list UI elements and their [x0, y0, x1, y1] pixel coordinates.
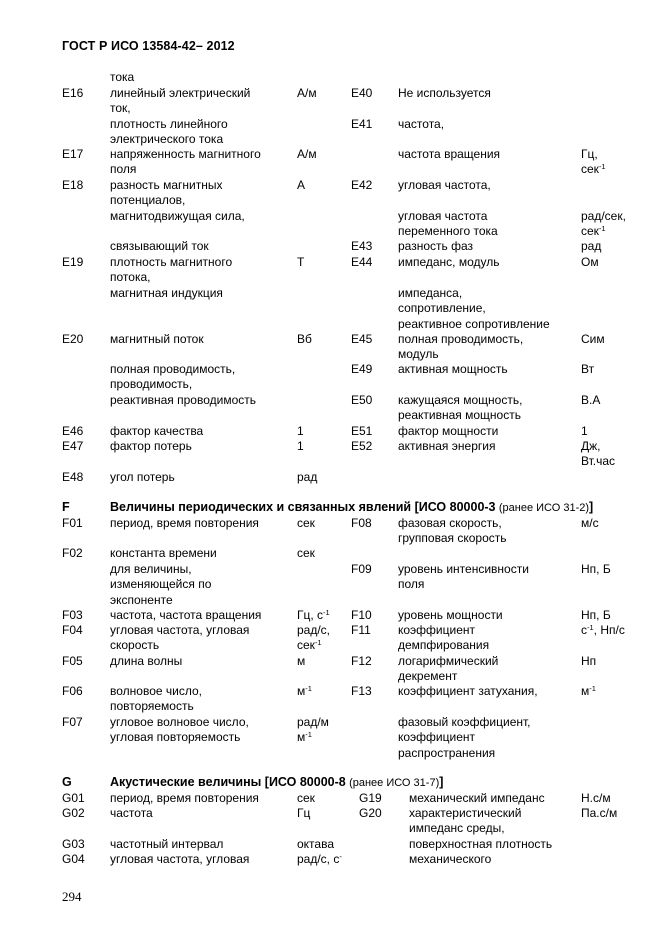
g-row-2-left-code: G03 — [62, 837, 85, 851]
e-row-1-left-code: E16 — [62, 86, 84, 100]
section-g-title-paren: (ранее ИСО 31-7) — [349, 777, 440, 789]
e-row-7-left-quantity: плотность магнитного потока, — [110, 255, 233, 285]
f-row-5-right-quantity: логарифмический декремент — [398, 654, 499, 684]
e-row-8-left-quantity: магнитная индукция — [110, 286, 223, 300]
e-row-13-right-code: E52 — [351, 439, 373, 453]
section-f-title-text: Величины периодических и связанных явлений [ИСО 80000-3 — [110, 500, 496, 514]
f-row-4-right-quantity: коэффициент демпфирования — [398, 623, 490, 653]
f-row-4-left-unit: рад/с, сек$^{-1}$ — [297, 623, 331, 653]
e-row-7-right-code: E44 — [351, 255, 373, 269]
e-row-10-right-quantity: активная мощность — [398, 362, 508, 376]
e-row-5-right-quantity: угловая частота переменного тока — [398, 209, 498, 239]
f-row-4-right-code: F11 — [351, 623, 371, 637]
e-row-3-right-quantity: частота вращения — [398, 147, 501, 161]
section-g-title — [110, 775, 443, 790]
e-row-12-left-quantity: фактор качества — [110, 424, 204, 438]
e-row-10-left-quantity: полная проводимость, проводимость, — [110, 362, 236, 392]
e-row-13-left-quantity: фактор потерь — [110, 439, 192, 453]
e-row-13-right-quantity: активная энергия — [398, 439, 496, 453]
e-row-3-left-quantity: напряженность магнитного поля — [110, 147, 261, 177]
e-row-9-left-unit: Вб — [297, 332, 312, 346]
e-row-8-right-quantity: импеданса, сопротивление, реактивное сопротивление — [398, 286, 550, 331]
g-row-1-left-code: G02 — [62, 806, 85, 820]
e-row-13-right-unit: Дж, Вт.час — [581, 439, 616, 469]
f-row-3-left-code: F03 — [62, 608, 83, 622]
f-row-3-left-quantity: частота, частота вращения — [110, 608, 262, 622]
f-row-3-right-quantity: уровень мощности — [398, 608, 503, 622]
f-row-3-left-unit: Гц, $с^{-1}$ — [297, 608, 330, 622]
f-row-0-right-unit: м/с — [581, 516, 599, 530]
f-row-7-left-unit: рад/м $м^{-1}$ — [297, 715, 329, 745]
g-row-3-left-unit: рад/с, с- — [297, 852, 342, 866]
f-row-5-left-quantity: длина волны — [110, 654, 183, 668]
g-row-2-right-quantity: поверхностная плотность — [409, 837, 553, 851]
e-row-4-left-quantity: разность магнитных потенциалов, — [110, 178, 223, 208]
f-row-0-left-code: F01 — [62, 516, 83, 530]
e-row-9-right-unit: Сим — [581, 332, 605, 346]
f-row-3-right-unit: Нп, Б — [581, 608, 611, 622]
e-row-1-right-quantity: Не используется — [398, 86, 491, 100]
e-row-6-right-code: E43 — [351, 239, 373, 253]
g-row-2-left-quantity: частотный интервал — [110, 837, 224, 851]
g-row-3-left-code: G04 — [62, 852, 85, 866]
f-row-5-left-code: F05 — [62, 654, 83, 668]
f-row-6-left-quantity: волновое число, повторяемость — [110, 684, 202, 714]
f-row-7-left-code: F07 — [62, 715, 83, 729]
g-row-2-left-unit: октава — [297, 837, 335, 851]
section-f-title — [110, 500, 593, 515]
e-row-3-left-unit: А/м — [297, 147, 317, 161]
e-row-9-left-quantity: магнитный поток — [110, 332, 204, 346]
g-row-0-left-code: G01 — [62, 791, 85, 805]
e-row-7-left-unit: Т — [297, 255, 305, 269]
f-row-5-right-code: F12 — [351, 654, 372, 668]
section-g-title-close: ] — [439, 775, 444, 789]
e-row-4-left-unit: А — [297, 178, 306, 192]
f-row-4-left-code: F04 — [62, 623, 83, 637]
f-row-1-left-code: F02 — [62, 546, 83, 560]
e-row-11-right-code: E50 — [351, 393, 373, 407]
f-row-5-left-unit: м — [297, 654, 306, 668]
g-row-0-right-quantity: механический импеданс — [409, 791, 545, 805]
f-row-5-right-unit: Нп — [581, 654, 597, 668]
e-row-11-right-unit: В.А — [581, 393, 601, 407]
f-row-3-right-code: F10 — [351, 608, 372, 622]
f-row-2-left-quantity: для величины, изменяющейся по экспоненте — [110, 562, 212, 607]
e-row-9-right-code: E45 — [351, 332, 373, 346]
e-row-12-left-unit: 1 — [297, 424, 304, 438]
g-row-0-right-unit: Н.с/м — [581, 791, 611, 805]
e-row-14-left-code: E48 — [62, 470, 84, 484]
e-row-7-right-unit: Ом — [581, 255, 599, 269]
section-f-title-paren: (ранее ИСО 31-2) — [498, 502, 590, 514]
f-row-2-right-code: F09 — [351, 562, 372, 576]
f-row-2-right-quantity: уровень интенсивности поля — [398, 562, 529, 592]
g-row-0-right-code: G19 — [359, 791, 382, 805]
e-row-7-left-code: E19 — [62, 255, 84, 269]
e-row-11-right-quantity: кажущаяся мощность, реактивная мощность — [398, 393, 523, 423]
e-row-3-left-code: E17 — [62, 147, 84, 161]
e-row-4-left-code: E18 — [62, 178, 84, 192]
g-row-1-left-unit: Гц — [297, 806, 311, 820]
e-row-7-right-quantity: импеданс, модуль — [398, 255, 500, 269]
g-row-0-left-unit: сек — [297, 791, 315, 805]
e-row-13-left-unit: 1 — [297, 439, 304, 453]
e-row-6-right-unit: рад — [581, 239, 602, 253]
e-row-4-right-code: E42 — [351, 178, 373, 192]
e-row-1-right-code: E40 — [351, 86, 373, 100]
g-row-1-right-code: G20 — [359, 806, 382, 820]
f-row-2-right-unit: Нп, Б — [581, 562, 611, 576]
f-row-1-left-unit: сек — [297, 546, 315, 560]
e-row-1-left-quantity: линейный электрический ток, — [110, 86, 251, 116]
e-row-2-right-code: E41 — [351, 117, 373, 131]
e-row-12-right-quantity: фактор мощности — [398, 424, 499, 438]
f-row-6-right-quantity: коэффициент затухания, — [398, 684, 538, 698]
f-row-6-left-unit: $м^{-1}$ — [297, 684, 312, 698]
f-row-4-right-unit: $с^{-1}$, Нп/с — [581, 623, 625, 637]
g-row-3-left-quantity: угловая частота, угловая — [110, 852, 250, 866]
e-row-2-right-quantity: частота, — [398, 117, 445, 131]
g-row-1-right-unit: Па.с/м — [581, 806, 618, 820]
e-row-10-right-code: E49 — [351, 362, 373, 376]
g-row-0-left-quantity: период, время повторения — [110, 791, 259, 805]
g-row-1-right-quantity: характеристический импеданс среды, — [409, 806, 522, 836]
e-row-9-left-code: E20 — [62, 332, 84, 346]
f-row-0-right-code: F08 — [351, 516, 372, 530]
f-row-7-right-quantity: фазовый коэффициент, коэффициент распространения — [398, 715, 531, 760]
section-g-title-text: Акустические величины [ИСО 80000-8 — [110, 775, 346, 789]
f-row-6-right-code: F13 — [351, 684, 372, 698]
f-row-6-right-unit: $м^{-1}$ — [581, 684, 596, 698]
g-row-3-right-quantity: механического — [409, 852, 492, 866]
e-row-5-right-unit: рад/сек, сек$^{-1}$ — [581, 209, 626, 239]
e-row-12-right-code: E51 — [351, 424, 373, 438]
e-row-4-right-quantity: угловая частота, — [398, 178, 491, 192]
e-row-2-left-quantity: плотность линейного электрического тока — [110, 117, 228, 147]
f-row-7-left-quantity: угловое волновое число, угловая повторяемость — [110, 715, 249, 745]
f-row-0-left-unit: сек — [297, 516, 315, 530]
e-row-6-right-quantity: разность фаз — [398, 239, 474, 253]
e-row-9-right-quantity: полная проводимость, модуль — [398, 332, 524, 362]
e-row-14-left-quantity: угол потерь — [110, 470, 175, 484]
e-row-5-left-quantity: магнитодвижущая сила, — [110, 209, 245, 223]
f-row-0-left-quantity: период, время повторения — [110, 516, 259, 530]
e-row-3-right-unit: Гц, сек$^{-1}$ — [581, 147, 606, 177]
e-row-14-left-unit: рад — [297, 470, 318, 484]
page-number: 294 — [62, 889, 82, 904]
e-row-10-right-unit: Вт — [581, 362, 595, 376]
e-row-1-left-unit: А/м — [297, 86, 317, 100]
f-row-4-left-quantity: угловая частота, угловая скорость — [110, 623, 250, 653]
f-row-0-right-quantity: фазовая скорость, групповая скорость — [398, 516, 507, 546]
f-row-6-left-code: F06 — [62, 684, 83, 698]
section-f-title-close: ] — [589, 500, 594, 514]
f-row-1-left-quantity: константа времени — [110, 546, 217, 560]
section-g-letter: G — [62, 775, 72, 789]
e-row-6-left-quantity: связывающий ток — [110, 239, 209, 253]
e-row-13-left-code: E47 — [62, 439, 84, 453]
e-row-11-left-quantity: реактивная проводимость — [110, 393, 256, 407]
e-row-12-left-code: E46 — [62, 424, 84, 438]
section-f-letter: F — [62, 500, 70, 514]
e-row-0-left-quantity: тока — [110, 70, 135, 84]
g-row-1-left-quantity: частота — [110, 806, 153, 820]
document-header: ГОСТ Р ИСО 13584-42– 2012 — [62, 39, 235, 53]
e-row-12-right-unit: 1 — [581, 424, 588, 438]
